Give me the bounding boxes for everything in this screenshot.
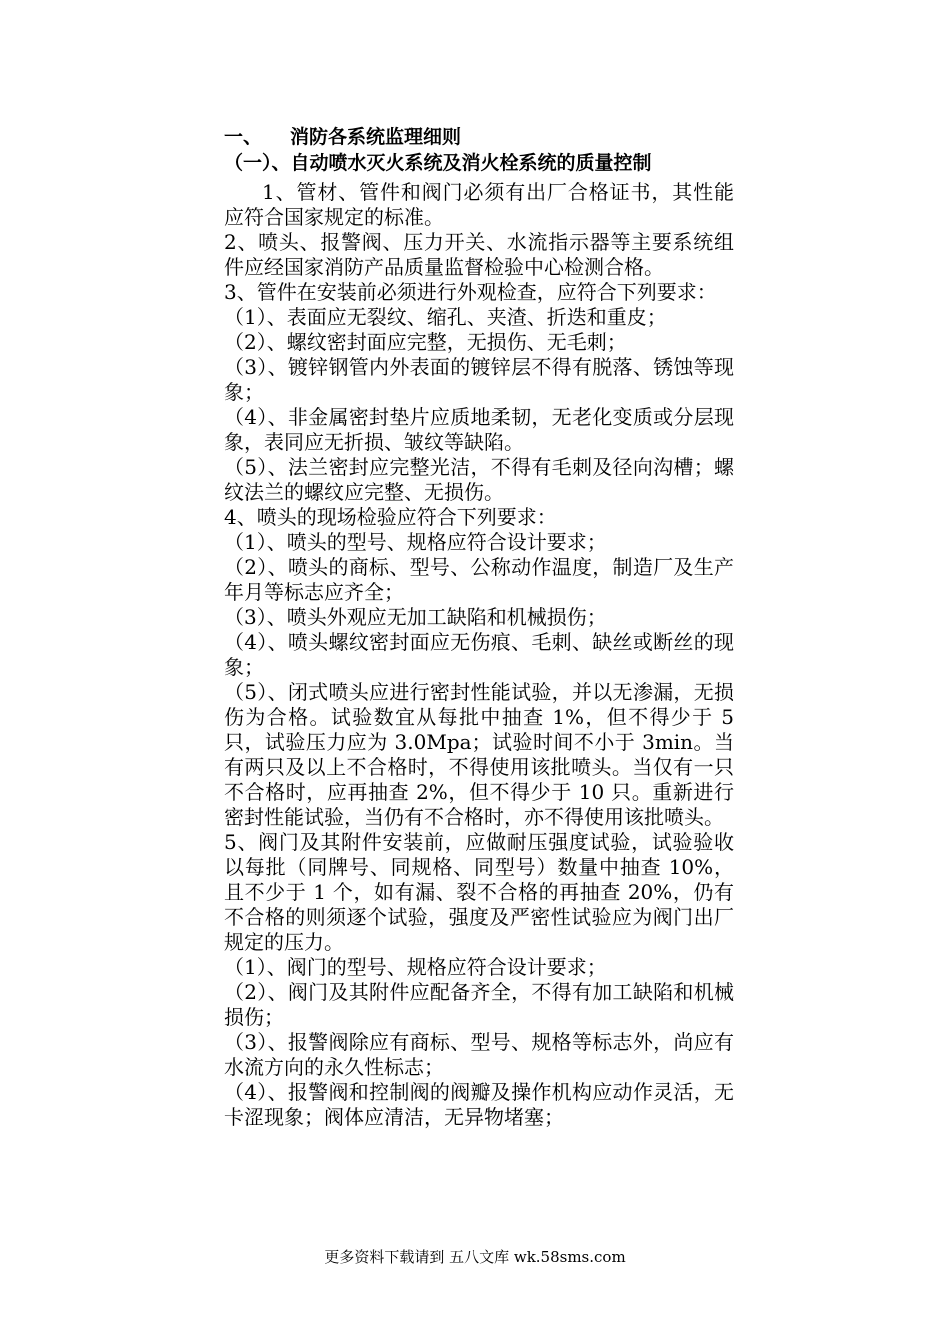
paragraph: （1）、喷头的型号、规格应符合设计要求； (224, 530, 607, 554)
paragraph: （4）、喷头螺纹密封面应无伤痕、毛刺、缺丝或断丝的现象； (224, 630, 734, 679)
paragraph: （4）、报警阀和控制阀的阀瓣及操作机构应动作灵活，无卡涩现象；阀体应清洁，无异物堵塞； (224, 1080, 734, 1129)
paragraph: 4、喷头的现场检验应符合下列要求： (224, 505, 557, 529)
paragraph: （4）、非金属密封垫片应质地柔韧，无老化变质或分层现象，表同应无折损、皱纹等缺陷。 (224, 405, 734, 454)
paragraph: （2）、喷头的商标、型号、公称动作温度，制造厂及生产年月等标志应齐全； (224, 555, 734, 604)
paragraph: 2、喷头、报警阀、压力开关、水流指示器等主要系统组件应经国家消防产品质量监督检验中心检测合格。 (224, 230, 734, 279)
paragraph: （5）、闭式喷头应进行密封性能试验，并以无渗漏，无损伤为合格。试验数宜从每批中抽查 1%，但不得少于 5 只，试验压力应为 3.0Mpa；试验时间不小于 3min。当有两只及以上不合格时，不得使用该批喷头。当仅有一只不合格时，应再抽查 2%，但不得少于 10 只。重新进行密封性能试验，当仍有不合格时，亦不得使用该批喷头。 (224, 680, 734, 829)
paragraph: （3）、喷头外观应无加工缺陷和机械损伤； (224, 605, 607, 629)
paragraph: （1）、表面应无裂纹、缩孔、夹渣、折迭和重皮； (224, 305, 667, 329)
paragraph: 3、管件在安装前必须进行外观检查，应符合下列要求： (224, 280, 717, 304)
paragraph: （2）、阀门及其附件应配备齐全，不得有加工缺陷和机械损伤； (224, 980, 734, 1029)
section-title-text: 消防各系统监理细则 (290, 126, 462, 148)
paragraph: （2）、螺纹密封面应完整，无损伤、无毛刺； (224, 330, 627, 354)
paragraph: 1、管材、管件和阀门必须有出厂合格证书，其性能应符合国家规定的标准。 (224, 180, 734, 229)
paragraph: （3）、报警阀除应有商标、型号、规格等标志外，尚应有水流方向的永久性标志； (224, 1030, 734, 1079)
paragraph: （1）、阀门的型号、规格应符合设计要求； (224, 955, 607, 979)
section-title (224, 124, 734, 150)
document-page (224, 124, 734, 1130)
section-number: 一、 (224, 126, 263, 148)
paragraph: （5）、法兰密封应完整光洁，不得有毛刺及径向沟槽；螺纹法兰的螺纹应完整、无损伤。 (224, 455, 734, 504)
page-footer: 更多资料下载请到 五八文库 wk.58sms.com (324, 1248, 626, 1266)
subsection-title: （一）、自动喷水灭火系统及消火栓系统的质量控制 (224, 152, 652, 174)
paragraph: 5、阀门及其附件安装前，应做耐压强度试验，试验验收以每批（同牌号、同规格、同型号）数量中抽查 10%，且不少于 1 个，如有漏、裂不合格的再抽查 20%，仍有不合格的则须逐个试验，强度及严密性试验应为阀门出厂规定的压力。 (224, 830, 734, 954)
paragraph: （3）、镀锌钢管内外表面的镀锌层不得有脱落、锈蚀等现象； (224, 355, 734, 404)
